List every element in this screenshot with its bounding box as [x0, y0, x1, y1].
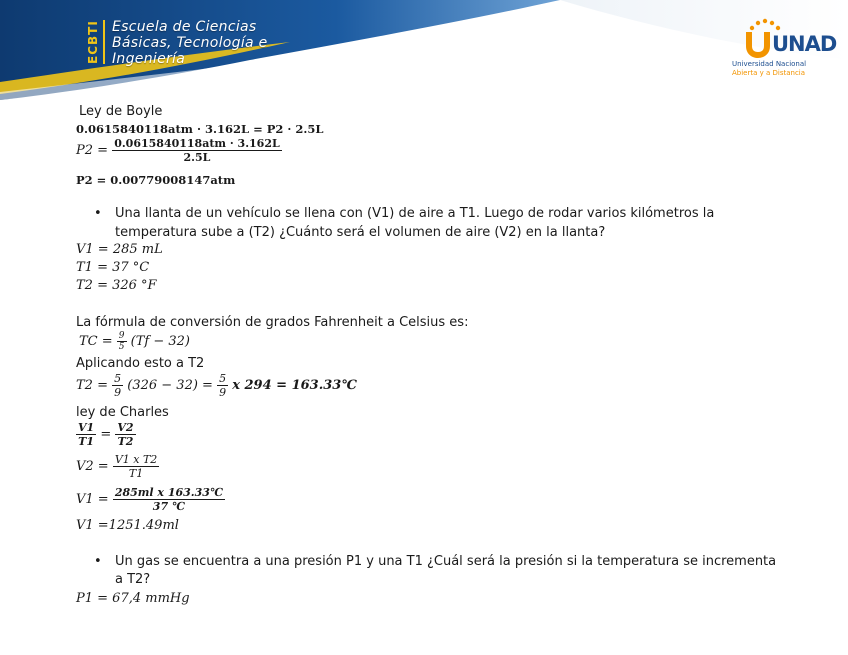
ch1-n2: V2	[117, 421, 134, 434]
t2-conversion	[76, 372, 357, 399]
boyle-eq3: P2 = 0.00779008147atm	[76, 173, 236, 187]
problem3-text-line2: a T2?	[115, 572, 151, 587]
t2c-fraction2	[217, 372, 228, 399]
problem3-text-line1: Un gas se encuentra a una presión P1 y una T1 ¿Cuál será la presión si la temperatura se incrementa	[115, 554, 777, 569]
ch1-fraction1	[76, 421, 96, 448]
unad-logo-text: UNAD	[772, 32, 837, 56]
problem2-text-line1: Una llanta de un vehículo se llena con (V1) de aire a T1. Luego de rodar varios kilómetros la	[115, 206, 715, 221]
charles-eq2	[76, 453, 159, 480]
ecbti-label	[86, 48, 100, 64]
unad-logo-sub2: Abierta y a Distancia	[732, 69, 806, 77]
conversion-text: La fórmula de conversión de grados Fahrenheit a Celsius es:	[76, 315, 469, 330]
problem2-t1: T1 = 37 °C	[76, 260, 150, 275]
tc-lhs: TC =	[79, 334, 113, 349]
boyle-title: Ley de Boyle	[79, 104, 163, 119]
apply-text: Aplicando esto a T2	[76, 356, 205, 371]
unad-logo	[732, 18, 837, 78]
tc-rhs: (Tf − 32)	[130, 334, 190, 349]
ch2-lhs: V2 =	[76, 459, 109, 474]
bullet-marker: •	[94, 206, 102, 221]
t2c-lhs: T2 =	[76, 378, 108, 393]
problem2-t2: T2 = 326 °F	[76, 278, 157, 293]
ch3-fraction	[113, 486, 225, 513]
ch1-d1: T1	[78, 435, 95, 448]
boyle-eq2-lhs: P2 =	[76, 143, 109, 158]
charles-eq1	[76, 421, 136, 448]
t2c-num1: 5	[114, 372, 122, 385]
school-name-line1: Escuela de Ciencias	[112, 19, 257, 35]
ch3-num: 285ml x 163.33℃	[114, 486, 224, 499]
boyle-eq1: 0.0615840118atm · 3.162L = P2 · 2.5L	[76, 122, 324, 136]
tc-fraction	[117, 331, 127, 352]
ch2-num: V1 x T2	[114, 453, 158, 466]
ch1-d2: T2	[117, 435, 134, 448]
t2c-den1: 9	[114, 386, 122, 399]
school-name-line3: Ingeniería	[112, 51, 186, 67]
problem3-p1: P1 = 67,4 mmHg	[76, 591, 190, 606]
tc-num: 9	[118, 331, 125, 341]
t2c-rhs: x 294 = 163.33℃	[232, 378, 357, 393]
t2c-den2: 9	[219, 386, 227, 399]
problem2-text-line2: temperatura sube a (T2) ¿Cuánto será el volumen de aire (V2) en la llanta?	[115, 225, 606, 240]
problem2-v1: V1 = 285 mL	[76, 242, 163, 257]
bullet-marker: •	[94, 554, 102, 569]
boyle-eq2-den: 2.5L	[183, 151, 211, 164]
ch1-n1: V1	[78, 421, 95, 434]
ch1-fraction2	[115, 421, 135, 448]
boyle-eq2	[76, 137, 282, 164]
tc-den: 5	[118, 342, 125, 352]
charles-title: ley de Charles	[76, 405, 169, 420]
charles-eq4: V1 =1251.49ml	[76, 518, 179, 533]
charles-eq3	[76, 486, 225, 513]
boyle-eq2-num: 0.0615840118atm · 3.162L	[114, 137, 280, 150]
t2c-num2: 5	[219, 372, 227, 385]
ch3-lhs: V1 =	[76, 492, 109, 507]
ch2-den: T1	[128, 467, 144, 480]
tc-formula	[79, 331, 190, 352]
ch1-eq: =	[100, 427, 112, 442]
ch2-fraction	[113, 453, 159, 480]
school-name-line2: Básicas, Tecnología e	[112, 35, 268, 51]
t2c-mid: (326 − 32) =	[127, 378, 213, 393]
ch3-den: 37 ℃	[152, 500, 186, 513]
t2c-fraction1	[112, 372, 123, 399]
ecbti-divider	[103, 20, 105, 64]
unad-logo-sub1: Universidad Nacional	[732, 60, 807, 68]
boyle-eq2-fraction	[112, 137, 282, 164]
